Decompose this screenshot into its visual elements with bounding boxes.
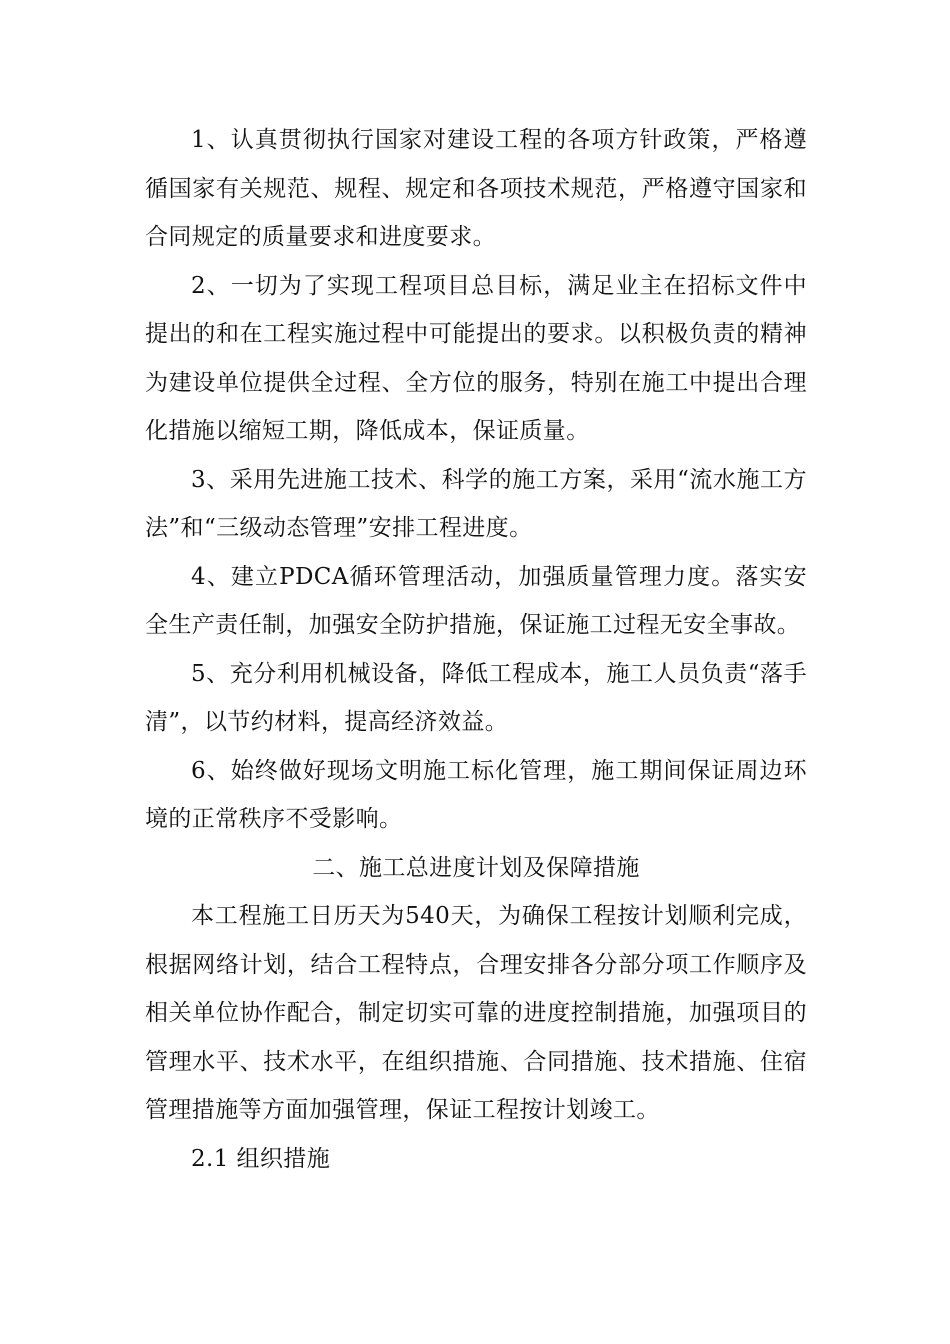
- paragraph-3: 3、采用先进施工技术、科学的施工方案，采用“流水施工方法”和“三级动态管理”安排工程进度。: [145, 466, 807, 541]
- paragraph-6: 6、始终做好现场文明施工标化管理，施工期间保证周边环境的正常秩序不受影响。: [145, 757, 807, 832]
- subsection-title: 2.1 组织措施: [191, 1145, 331, 1172]
- section-heading: 二、施工总进度计划及保障措施: [312, 854, 640, 881]
- document-body: [145, 116, 807, 1183]
- paragraph-schedule: 本工程施工日历天为540天，为确保工程按计划顺利完成，根据网络计划，结合工程特点，合理安排各分部分项工作顺序及相关单位协作配合，制定切实可靠的进度控制措施，加强项目的管理水平、技术水平，在组织措施、合同措施、技术措施、住宿管理措施等方面加强管理，保证工程按计划竣工。: [145, 903, 807, 1123]
- paragraph-2: 2、一切为了实现工程项目总目标，满足业主在招标文件中提出的和在工程实施过程中可能提出的要求。以积极负责的精神为建设单位提供全过程、全方位的服务，特别在施工中提出合理化措施以缩短工期，降低成本，保证质量。: [145, 272, 807, 444]
- paragraph-5: 5、充分利用机械设备，降低工程成本，施工人员负责“落手清”，以节约材料，提高经济效益。: [145, 660, 807, 735]
- paragraph-4: 4、建立PDCA循环管理活动，加强质量管理力度。落实安全生产责任制，加强安全防护措施，保证施工过程无安全事故。: [145, 563, 807, 638]
- paragraph-1: 1、认真贯彻执行国家对建设工程的各项方针政策，严格遵循国家有关规范、规程、规定和各项技术规范，严格遵守国家和合同规定的质量要求和进度要求。: [145, 127, 807, 250]
